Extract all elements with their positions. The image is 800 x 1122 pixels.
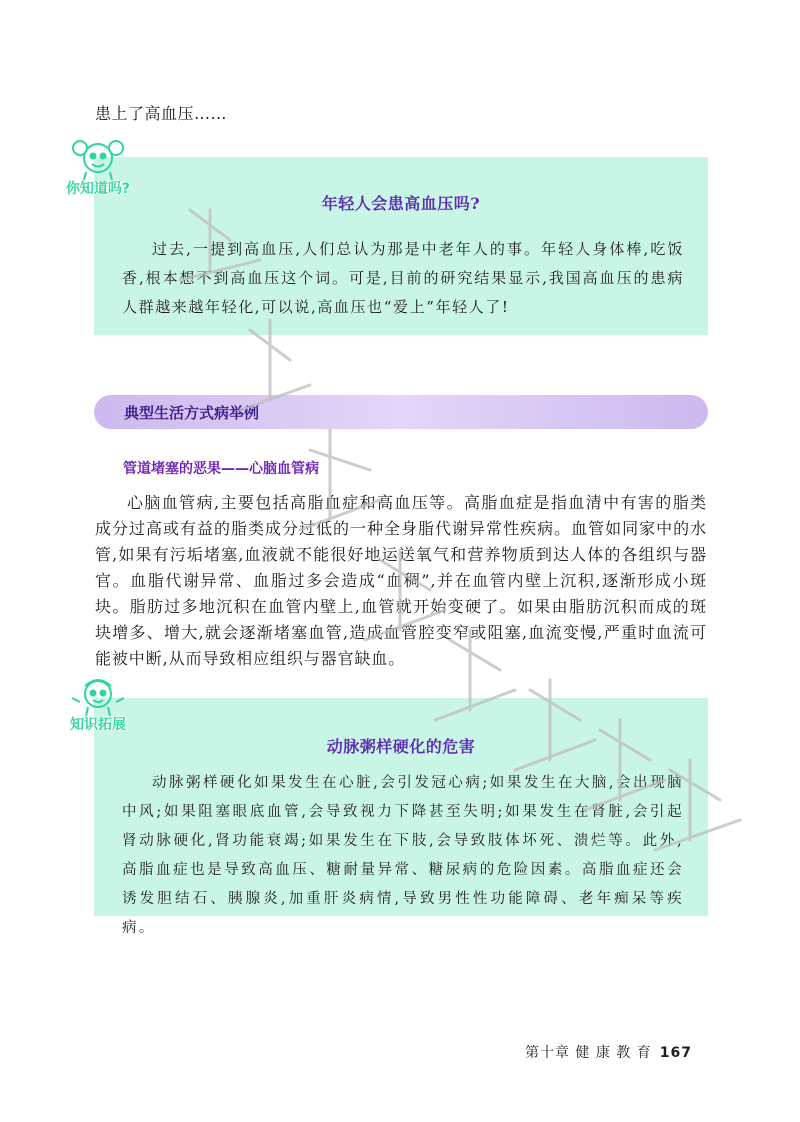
- knowledge-extension-title: 动脉粥样硬化的危害: [326, 737, 476, 756]
- knowledge-extension-mascot: [58, 672, 138, 736]
- subheading: 管道堵塞的恶果——心脑血管病: [123, 461, 319, 477]
- did-you-know-mascot: [58, 134, 138, 202]
- did-you-know-label: 你知道吗?: [65, 181, 131, 197]
- page-number: 167: [659, 1045, 692, 1061]
- did-you-know-box: [94, 157, 708, 335]
- intro-line: 患上了高血压……: [95, 104, 228, 123]
- knowledge-extension-label: 知识拓展: [70, 717, 126, 733]
- footer-chapter: 第十章 健 康 教 育: [524, 1045, 652, 1061]
- page-footer: [525, 1042, 692, 1062]
- knowledge-extension-box: [94, 698, 708, 936]
- boy-mascot-icon: [58, 672, 138, 718]
- body-paragraph: 心脑血管病,主要包括高脂血症和高血压等。高脂血症是指血清中有害的脂类成分过高或有益的脂类成分过低的一种全身脂代谢异常性疾病。血管如同家中的水管,如果有污垢堵塞,血液就不能很好地运送氧气和营养物质到达人体的各组织与器官。血脂代谢异常、血脂过多会造成“血稠”,并在血管内壁上沉积,逐渐形成小斑块。脂肪过多地沉积在血管内壁上,血管就开始变硬了。如果由脂肪沉积而成的斑块增多、增大,就会逐渐堵塞血管,造成血管腔变窄或阻塞,血流变慢,严重时血流可能被中断,从而导致相应组织与器官缺血。: [95, 493, 707, 668]
- did-you-know-text: 过去,一提到高血压,人们总认为那是中老年人的事。年轻人身体棒,吃饭香,根本想不到高血压这个词。可是,目前的研究结果显示,我国高血压的患病人群越来越年轻化,可以说,高血压也“爱上”年轻人了!: [122, 240, 684, 316]
- did-you-know-title: 年轻人会患高血压吗?: [321, 194, 481, 213]
- section-banner-title: 典型生活方式病举例: [124, 404, 260, 422]
- girl-mascot-icon: [58, 134, 138, 182]
- knowledge-extension-text: 动脉粥样硬化如果发生在心脏,会引发冠心病;如果发生在大脑,会出现脑中风;如果阻塞眼底血管,会导致视力下降甚至失明;如果发生在肾脏,会引起肾动脉硬化,肾功能衰竭;如果发生在下肢,会导致肢体坏死、溃烂等。此外,高脂血症也是导致高血压、糖耐量异常、糖尿病的危险因素。高脂血症还会诱发胆结石、胰腺炎,加重肝炎病情,导致男性性功能障碍、老年痴呆等疾病。: [122, 775, 684, 936]
- section-banner: [94, 395, 708, 429]
